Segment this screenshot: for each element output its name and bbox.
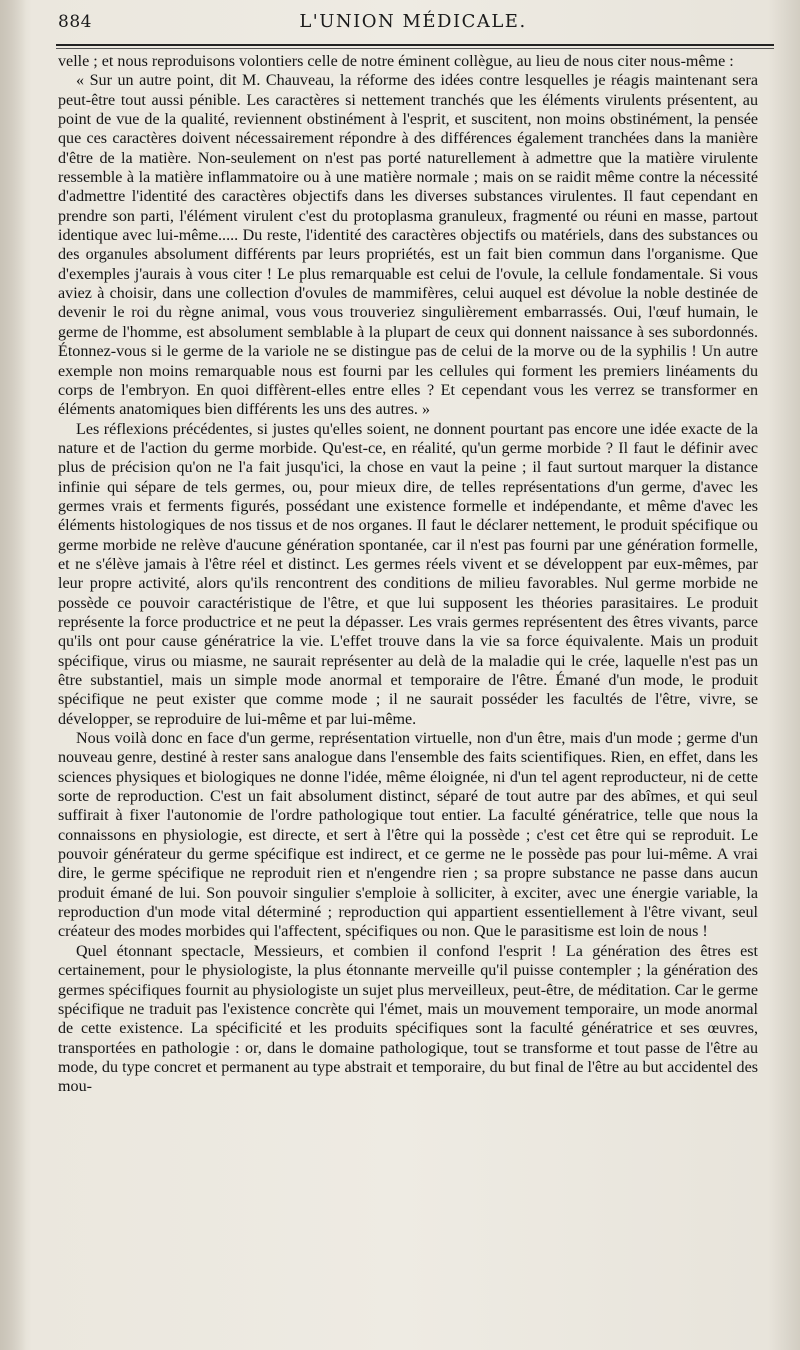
paragraph: Quel étonnant spectacle, Messieurs, et combien il confond l'esprit ! La génération des êtres est certainement, pour le physiologiste, la plus étonnante merveille qu'il puisse contempler ; la génération des germes spécifiques fournit au physiologiste un sujet plus merveilleux, peut-être, de méditation. Car le germe spécifique ne traduit pas l'existence concrète qui l'émet, mais un mouvement temporaire, un mode anormal de cette existence. La spécificité et les produits spécifiques sont la faculté génératrice et ses œuvres, transportées en pathologie : or, dans le domaine pathologique, tout se transforme et tout passe de l'être au mode, du type concret et permanent au type abstrait et temporaire, du but final de l'être au but accidentel des mou- [58,942,758,1096]
page-header [58,8,768,38]
paragraph-quotation: « Sur un autre point, dit M. Chauveau, la réforme des idées contre lesquelles je réagis maintenant sera peut-être tout aussi pénible. Les caractères si nettement tranchés que les éléments virulents présentent, au point de vue de la qualité, reviennent obstinément à l'esprit, et suscitent, non moins obstinément, la pensée que ces caractères doivent nécessairement répondre à des différences également tranchées dans la manière d'être de la matière. Non-seulement on n'est pas porté naturellement à admettre que la matière virulente ressemble à la matière inflammatoire ou à une matière normale ; mais on se raidit même contre la nécessité d'admettre l'identité des caractères objectifs dans les diverses substances virulentes. Il faut cependant en prendre son parti, l'élément virulent c'est du protoplasma granuleux, fragmenté ou réuni en masse, partout identique avec lui-même..... Du reste, l'identité des caractères objectifs ou matériels, dans des substances ou des organules absolument différents par leurs propriétés, est un fait bien commun dans l'organisme. Que d'exemples j'aurais à vous citer ! Le plus remarquable est celui de l'ovule, la cellule fondamentale. Si vous aviez à choisir, dans une collection d'ovules de mammifères, celui auquel est dévolue la noble destinée de devenir le roi du règne animal, vous vous trouveriez singulièrement embarrassés. Oui, l'œuf humain, le germe de l'homme, est absolument semblable à la plupart de ceux qui donnent naissance à ses subordonnés. Étonnez-vous si le germe de la variole ne se distingue pas de celui de la morve ou de la syphilis ! Un autre exemple non moins remarquable nous est fourni par les cellules qui forment les premiers linéaments du corps de l'embryon. En quoi diffèrent-elles entre elles ? Et cependant vous les verrez se transformer en éléments anatomiques bien différents les uns des autres. » [58,72,758,419]
body-text [58,52,758,1097]
running-title: L'UNION MÉDICALE. [299,11,527,32]
header-rule [56,44,774,46]
paragraph: Les réflexions précédentes, si justes qu'elles soient, ne donnent pourtant pas encore une idée exacte de la nature et de l'action du germe morbide. Qu'est-ce, en réalité, qu'un germe morbide ? Il faut le définir avec plus de précision qu'on ne l'a fait jusqu'ici, la chose en vaut la peine ; il faut surtout marquer la distance infinie qui sépare de tels germes, ou, pour mieux dire, de telles représentations d'un germe, d'avec les germes vrais et ferments figurés, possédant une existence formelle et indépendante, et même d'avec les éléments histologiques de nos tissus et de nos organes. Il faut le déclarer nettement, le produit spécifique ou germe morbide ne relève d'aucune génération spontanée, car il n'est pas fourni par une génération formelle, et ne s'élève jamais à l'être réel et distinct. Les germes réels vivent et se développent par eux-mêmes, par leur propre activité, alors qu'ils rencontrent des conditions de milieu favorables. Nul germe morbide ne possède ce pouvoir caractéristique de l'être, et que lui supposent les théories parasitaires. Le produit représente la force productrice et ne peut la dépasser. Les vrais germes représentent des êtres vivants, parce qu'ils ont pour cause génératrice la vie. L'effet trouve dans la vie sa force équivalente. Mais un produit spécifique, virus ou miasme, ne saurait représenter au delà de la maladie qui le crée, laquelle n'est pas un être substantiel, mais un simple mode anormal et temporaire de l'être. Émané d'un mode, le produit spécifique ne peut exister que comme mode ; il ne saurait posséder les facultés de l'être, vivre, se développer, se reproduire de lui-même et par lui-même. [58,420,758,728]
paragraph: Nous voilà donc en face d'un germe, représentation virtuelle, non d'un être, mais d'un mode ; germe d'un nouveau genre, destiné à rester sans analogue dans l'ensemble des faits scientifiques. Rien, en effet, dans les sciences physiques et biologiques ne donne l'idée, même éloignée, ni d'un tel agent reproducteur, ni de cette sorte de reproduction. C'est un fait absolument distinct, séparé de tout autre par des abîmes, et qui seul suffirait à fixer l'autonomie de l'ordre pathologique tout entier. La faculté génératrice, telle que nous la connaissons en physiologie, est directe, et sert à l'être qui la possède ; c'est cet être qui se reproduit. Le pouvoir générateur du germe spécifique est indirect, et ce germe ne le possède pas pour lui-même. A vrai dire, le germe spécifique ne reproduit rien et n'engendre rien ; sa propre substance ne passe dans aucun produit émané de lui. Son pouvoir singulier s'emploie à solliciter, à exciter, avec une énergie variable, la reproduction d'un mode vital déterminé ; reproduction qui appartient essentiellement à l'être vivant, seul créateur des modes morbides qui l'affectent, spécifiques ou non. Que le parasitisme est loin de nous ! [58,730,758,941]
page-number: 884 [58,12,92,32]
paragraph-continuation: velle ; et nous reproduisons volontiers celle de notre éminent collègue, au lieu de nous citer nous-même : [58,53,734,70]
header-rule-thin [56,48,774,49]
